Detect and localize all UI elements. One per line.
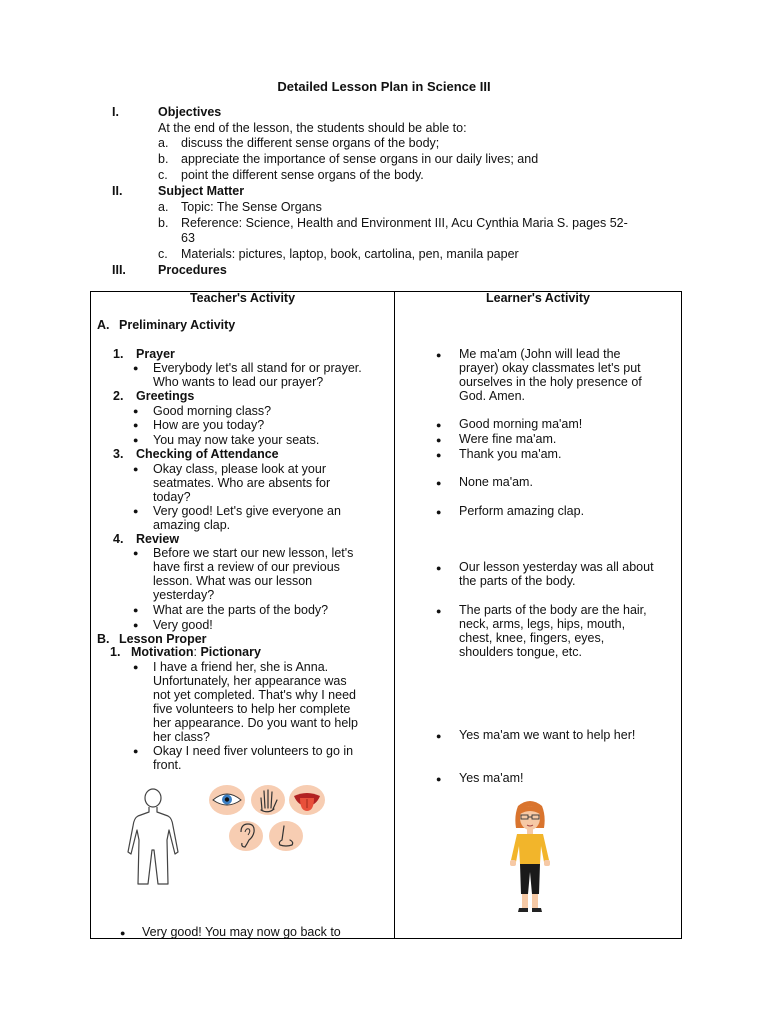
teacher-line: Very good! You may now go back to	[142, 925, 341, 939]
bullet: ●	[436, 450, 442, 460]
eye-icon	[208, 784, 246, 816]
prayer-number: 1.	[113, 347, 124, 361]
section-a-label: A.	[97, 318, 110, 332]
prayer-title: Prayer	[136, 347, 175, 361]
objective-letter: c.	[158, 168, 168, 182]
greetings-number: 2.	[113, 389, 124, 403]
learner-line: Yes ma'am we want to help her!	[459, 728, 636, 742]
bullet: ●	[133, 464, 139, 474]
teacher-line: Okay I need fiver volunteers to go in	[153, 744, 354, 758]
bullet: ●	[436, 606, 442, 616]
teacher-line: have first a review of our previous	[153, 560, 340, 574]
learner-line: Perform amazing clap.	[459, 504, 585, 518]
bullet: ●	[436, 350, 442, 360]
table-divider	[394, 291, 395, 939]
teacher-line: Who wants to lead our prayer?	[153, 375, 324, 389]
subject-letter: b.	[158, 216, 169, 230]
teacher-line: Very good!	[153, 618, 213, 632]
teacher-line: Good morning class?	[153, 404, 272, 418]
review-title: Review	[136, 532, 180, 546]
learner-line: Thank you ma'am.	[459, 447, 562, 461]
teacher-line: seatmates. Who are absents for	[153, 476, 331, 490]
teacher-line: not yet completed. That's why I need	[153, 688, 356, 702]
subject-numeral: II.	[112, 184, 123, 198]
hand-icon	[250, 784, 286, 816]
bullet: ●	[436, 420, 442, 430]
motivation-heading	[131, 645, 261, 660]
teacher-line: yesterday?	[153, 588, 215, 602]
objective-letter: a.	[158, 136, 169, 150]
learner-line: prayer) okay classmates let's put	[459, 361, 641, 375]
teacher-line: her appearance. Do you want to help	[153, 716, 358, 730]
learner-line: Our lesson yesterday was all about	[459, 560, 654, 574]
bullet: ●	[436, 774, 442, 784]
motivation-subtitle: Pictionary	[200, 645, 261, 659]
teacher-line: What are the parts of the body?	[153, 603, 329, 617]
teacher-line: five volunteers to help her complete	[153, 702, 351, 716]
bullet: ●	[436, 731, 442, 741]
bullet: ●	[133, 548, 139, 558]
girl-figure-icon	[500, 798, 560, 918]
learner-line: Good morning ma'am!	[459, 417, 583, 431]
subject-item: Materials: pictures, laptop, book, cartolina, pen, manila paper	[181, 247, 519, 261]
teacher-line: You may now take your seats.	[153, 433, 320, 447]
subject-item: Reference: Science, Health and Environment III, Acu Cynthia Maria S. pages 52-	[181, 216, 628, 230]
learner-line: shoulders tongue, etc.	[459, 645, 582, 659]
learner-column-header: Learner's Activity	[486, 291, 590, 305]
greetings-title: Greetings	[136, 389, 195, 403]
bullet: ●	[436, 478, 442, 488]
teacher-line: lesson. What was our lesson	[153, 574, 313, 588]
bullet: ●	[120, 928, 126, 938]
bullet: ●	[436, 507, 442, 517]
teacher-line: today?	[153, 490, 191, 504]
procedures-numeral: III.	[112, 263, 126, 277]
review-number: 4.	[113, 532, 124, 546]
bullet: ●	[133, 620, 139, 630]
subject-letter: c.	[158, 247, 168, 261]
teacher-line: Okay class, please look at your	[153, 462, 326, 476]
teacher-line: How are you today?	[153, 418, 265, 432]
ear-icon	[228, 820, 264, 852]
teacher-column-header: Teacher's Activity	[189, 291, 296, 305]
bullet: ●	[133, 363, 139, 373]
nose-icon	[268, 820, 304, 852]
motivation-title: Motivation	[131, 645, 194, 659]
objectives-numeral: I.	[112, 105, 119, 119]
teacher-line: Unfortunately, her appearance was	[153, 674, 347, 688]
bullet: ●	[436, 435, 442, 445]
attendance-title: Checking of Attendance	[136, 447, 279, 461]
motivation-number: 1.	[110, 645, 121, 659]
teacher-line: Everybody let's all stand for or prayer.	[153, 361, 362, 375]
objective-letter: b.	[158, 152, 169, 166]
motivation-colon: :	[193, 645, 197, 659]
subject-item-cont: 63	[181, 231, 195, 245]
bullet: ●	[133, 605, 139, 615]
teacher-line: her class?	[153, 730, 210, 744]
bullet: ●	[133, 406, 139, 416]
subject-letter: a.	[158, 200, 169, 214]
bullet: ●	[436, 563, 442, 573]
section-b-label: B.	[97, 632, 110, 646]
teacher-line: Very good! Let's give everyone an	[153, 504, 341, 518]
bullet: ●	[133, 420, 139, 430]
subject-item: Topic: The Sense Organs	[181, 200, 322, 214]
learner-line: chest, knee, fingers, eyes,	[459, 631, 605, 645]
learner-line: neck, arms, legs, hips, mouth,	[459, 617, 626, 631]
teacher-line: I have a friend her, she is Anna.	[153, 660, 329, 674]
teacher-line: amazing clap.	[153, 518, 231, 532]
learner-line: None ma'am.	[459, 475, 533, 489]
teacher-line: front.	[153, 758, 182, 772]
learner-line: The parts of the body are the hair,	[459, 603, 647, 617]
bullet: ●	[133, 662, 139, 672]
attendance-number: 3.	[113, 447, 124, 461]
learner-line: Me ma'am (John will lead the	[459, 347, 621, 361]
bullet: ●	[133, 746, 139, 756]
body-outline-icon	[118, 788, 188, 888]
teacher-line: Before we start our new lesson, let's	[153, 546, 354, 560]
learner-line: Yes ma'am!	[459, 771, 524, 785]
section-b-title: Lesson Proper	[119, 632, 207, 646]
learner-line: the parts of the body.	[459, 574, 576, 588]
procedures-heading: Procedures	[158, 263, 227, 277]
objective-item: appreciate the importance of sense organs in our daily lives; and	[181, 152, 539, 166]
objective-item: discuss the different sense organs of the body;	[181, 136, 440, 150]
bullet: ●	[133, 435, 139, 445]
page-title: Detailed Lesson Plan in Science III	[277, 79, 491, 94]
subject-heading: Subject Matter	[158, 184, 245, 198]
objectives-heading: Objectives	[158, 105, 222, 119]
objectives-intro: At the end of the lesson, the students should be able to:	[158, 121, 467, 135]
tongue-icon	[288, 784, 326, 816]
section-a-title: Preliminary Activity	[119, 318, 236, 332]
learner-line: ourselves in the holy presence of	[459, 375, 642, 389]
learner-line: Were fine ma'am.	[459, 432, 557, 446]
bullet: ●	[133, 506, 139, 516]
objective-item: point the different sense organs of the body.	[181, 168, 424, 182]
learner-line: God. Amen.	[459, 389, 526, 403]
